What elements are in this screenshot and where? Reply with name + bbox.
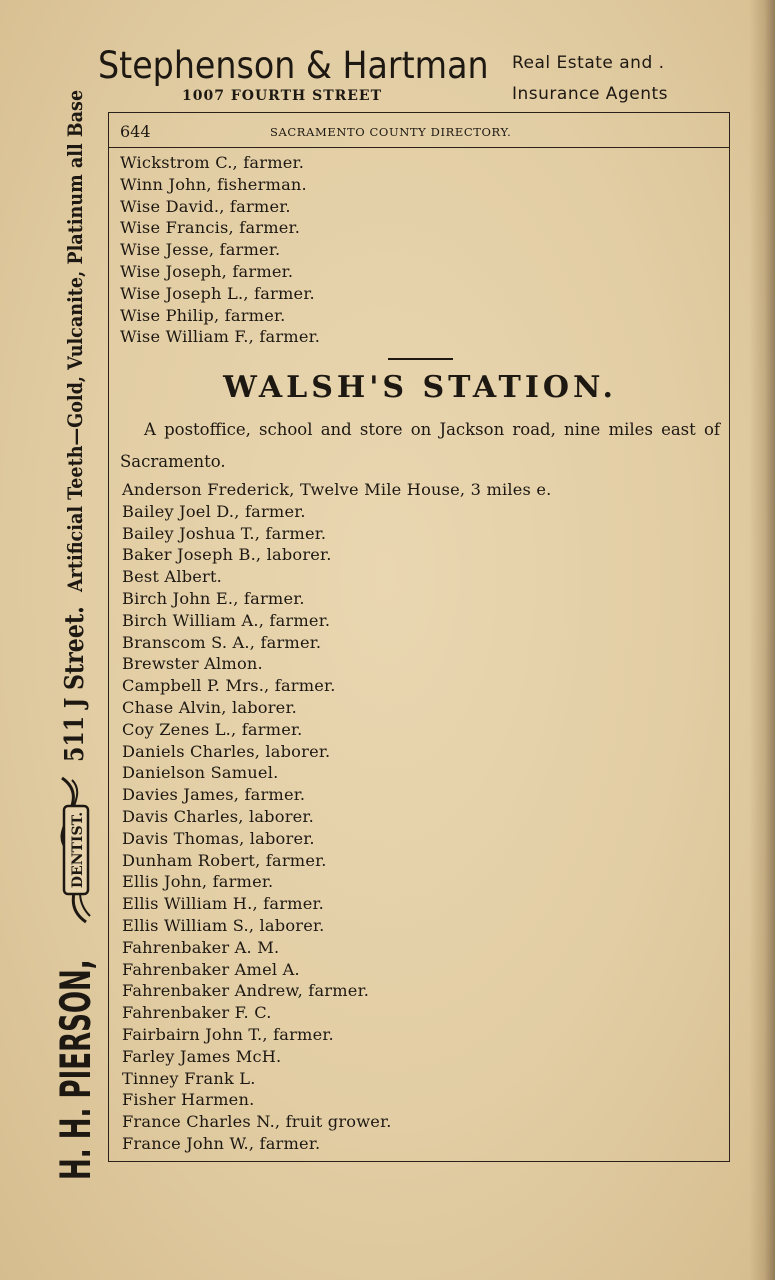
list-item: Birch John E., farmer.	[122, 588, 305, 608]
list-item: Wise William F., farmer.	[120, 327, 321, 347]
list-item: Chase Alvin, laborer.	[122, 697, 297, 717]
list-item: Wise Joseph, farmer.	[120, 261, 294, 281]
book-spine-shadow	[749, 0, 775, 1280]
list-item: Davis Charles, laborer.	[122, 806, 314, 826]
list-item: Danielson Samuel.	[122, 763, 279, 783]
list-item: Campbell P. Mrs., farmer.	[122, 676, 336, 696]
list-item: Dunham Robert, farmer.	[122, 850, 327, 870]
list-item: Fahrenbaker Andrew, farmer.	[122, 981, 370, 1001]
list-item: Winn John, fisherman.	[120, 174, 307, 194]
header-services-line-1: Real Estate and .	[512, 53, 665, 73]
dentist-banner	[50, 770, 100, 930]
side-advertisement	[48, 60, 102, 1180]
list-item: France Charles N., fruit grower.	[122, 1112, 392, 1132]
section-title: WALSH'S STATION.	[223, 370, 617, 405]
list-item: Bailey Joel D., farmer.	[122, 501, 306, 521]
list-item: Wise David., farmer.	[120, 196, 291, 216]
list-item: Ellis William S., laborer.	[122, 915, 325, 935]
side-ad-name: H. H. PIERSON,	[50, 959, 100, 1180]
list-item: Fahrenbaker A. M.	[122, 937, 280, 957]
list-item: Anderson Frederick, Twelve Mile House, 3 miles e.	[122, 480, 552, 499]
list-item: Tinney Frank L.	[122, 1068, 256, 1088]
list-item: Fahrenbaker F. C.	[122, 1003, 272, 1023]
list-item: Coy Zenes L., farmer.	[122, 719, 303, 739]
list-item: Daniels Charles, laborer.	[122, 741, 331, 761]
list-item: Branscom S. A., farmer.	[122, 632, 322, 652]
running-head: SACRAMENTO COUNTY DIRECTORY.	[270, 125, 512, 139]
list-item: France John W., farmer.	[122, 1133, 321, 1153]
page-number: 644	[120, 122, 151, 141]
list-item: Brewster Almon.	[122, 654, 263, 674]
header-services-line-2: Insurance Agents	[512, 84, 668, 104]
list-item: Wise Joseph L., farmer.	[120, 283, 315, 303]
entry-list	[122, 479, 722, 1155]
list-item: Wise Philip, farmer.	[120, 305, 286, 325]
section-divider	[388, 358, 453, 360]
list-item: Fairbairn John T., farmer.	[122, 1024, 334, 1044]
list-item: Farley James McH.	[122, 1046, 282, 1066]
list-item: Davies James, farmer.	[122, 785, 306, 805]
side-ad-address: 511 J Street.	[60, 606, 90, 762]
side-ad-tagline: Artificial Teeth—Gold, Vulcanite, Platinum all Base	[63, 89, 87, 592]
list-item: Davis Thomas, laborer.	[122, 828, 315, 848]
header-firm-services	[512, 48, 712, 110]
header-firm-name: Stephenson & Hartman	[98, 44, 489, 87]
list-item: Baker Joseph B., laborer.	[122, 545, 332, 565]
list-item: Wise Jesse, farmer.	[120, 240, 281, 260]
section-description: A postoffice, school and store on Jackson road, nine miles east of Sacramento.	[120, 420, 720, 471]
top-entry-list	[120, 152, 720, 348]
list-item: Best Albert.	[122, 567, 223, 587]
list-item: Ellis John, farmer.	[122, 872, 274, 892]
list-item: Birch William A., farmer.	[122, 610, 331, 630]
header-firm-address: 1007 FOURTH STREET	[182, 88, 383, 104]
list-item: Bailey Joshua T., farmer.	[122, 523, 327, 543]
dentist-scroll-icon	[50, 770, 100, 930]
list-item: Fisher Harmen.	[122, 1090, 255, 1110]
list-item: Fahrenbaker Amel A.	[122, 959, 300, 979]
dentist-text: DENTIST.	[70, 811, 86, 889]
list-item: Wise Francis, farmer.	[120, 218, 301, 238]
running-head-rule	[109, 147, 729, 148]
list-item: Ellis William H., farmer.	[122, 894, 324, 914]
list-item: Wickstrom C., farmer.	[120, 153, 305, 172]
